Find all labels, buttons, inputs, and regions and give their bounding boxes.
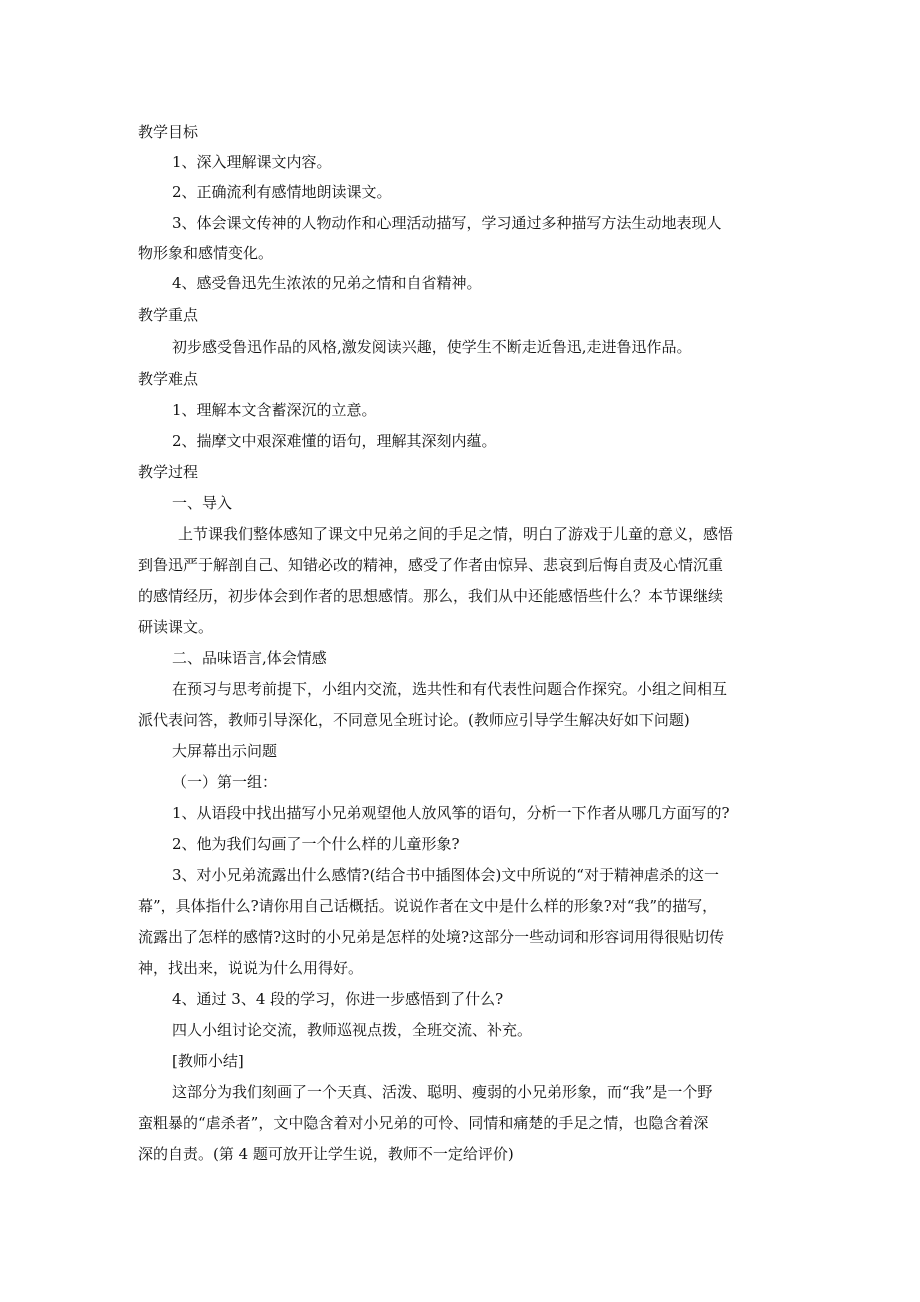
question-item-continuation: 幕”，具体指什么?请你用自己话概括。说说作者在文中是什么样的形象?对“我”的描写， xyxy=(138,897,718,915)
summary-heading: [教师小结] xyxy=(172,1052,244,1070)
difficulty-item: 2、揣摩文中艰深难懂的语句，理解其深刻内蕴。 xyxy=(172,432,497,450)
difficulty-heading: 教学难点 xyxy=(138,370,199,388)
section2-paragraph-line: 派代表问答，教师引导深化，不同意见全班讨论。(教师应引导学生解决好如下问题) xyxy=(138,711,690,729)
intro-title: 一、导入 xyxy=(172,494,233,512)
question-item-continuation: 流露出了怎样的感情?这时的小兄弟是怎样的处境?这部分一些动词和形容词用得很贴切传 xyxy=(138,928,725,946)
objective-item: 4、感受鲁迅先生浓浓的兄弟之情和自省精神。 xyxy=(172,274,482,292)
question-item: 3、对小兄弟流露出什么感情?(结合书中插图体会)文中所说的“对于精神虐杀的这一 xyxy=(172,866,719,884)
objectives-heading: 教学目标 xyxy=(138,123,199,141)
objective-item: 3、体会课文传神的人物动作和心理活动描写，学习通过多种描写方法生动地表现人 xyxy=(172,214,722,232)
key-heading: 教学重点 xyxy=(138,306,199,324)
summary-line: 这部分为我们刻画了一个天真、活泼、聪明、瘦弱的小兄弟形象，而“我”是一个野 xyxy=(172,1083,713,1101)
question-item: 2、他为我们勾画了一个什么样的儿童形象? xyxy=(172,835,460,853)
summary-line: 深的自责。(第 4 题可放开让学生说，教师不一定给评价) xyxy=(138,1145,514,1163)
question-item-continuation: 神，找出来，说说为什么用得好。 xyxy=(138,959,364,977)
intro-paragraph-line: 研读课文。 xyxy=(138,618,214,636)
intro-paragraph-line: 到鲁迅严于解剖自己、知错必改的精神，感受了作者由惊异、悲哀到后悔自责及心情沉重 xyxy=(138,556,724,574)
intro-paragraph-line: 的感情经历，初步体会到作者的思想感情。那么，我们从中还能感悟些什么？本节课继续 xyxy=(138,587,724,605)
objective-item: 1、深入理解课文内容。 xyxy=(172,153,332,171)
key-point: 初步感受鲁迅作品的风格,激发阅读兴趣，使学生不断走近鲁迅,走进鲁迅作品。 xyxy=(172,338,692,356)
question-item: 4、通过 3、4 段的学习，你进一步感悟到了什么? xyxy=(172,990,504,1008)
objective-item-continuation: 物形象和感情变化。 xyxy=(138,244,274,262)
question-item: 1、从语段中找出描写小兄弟观望他人放风筝的语句，分析一下作者从哪几方面写的? xyxy=(172,804,730,822)
discussion-note: 四人小组讨论交流，教师巡视点拨，全班交流、补充。 xyxy=(172,1021,533,1039)
intro-paragraph-line: 上节课我们整体感知了课文中兄弟之间的手足之情，明白了游戏于儿童的意义，感悟 xyxy=(178,525,734,543)
section2-paragraph-line: 在预习与思考前提下，小组内交流，选共性和有代表性问题合作探究。小组之间相互 xyxy=(172,680,728,698)
screen-prompt: 大屏幕出示问题 xyxy=(172,742,278,760)
summary-line: 蛮粗暴的“虐杀者”，文中隐含着对小兄弟的可怜、同情和痛楚的手足之情，也隐含着深 xyxy=(138,1114,709,1132)
objective-item: 2、正确流利有感情地朗读课文。 xyxy=(172,183,392,201)
difficulty-item: 1、理解本文含蓄深沉的立意。 xyxy=(172,401,377,419)
group-heading: （一）第一组： xyxy=(172,773,278,791)
section2-title: 二、品味语言,体会情感 xyxy=(172,649,327,667)
process-heading: 教学过程 xyxy=(138,463,199,481)
